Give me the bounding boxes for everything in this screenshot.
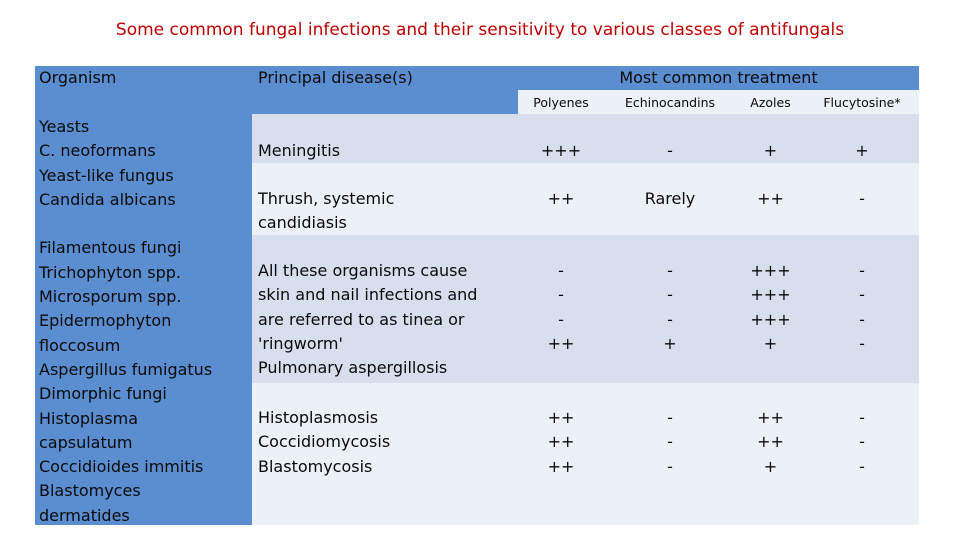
disease-row-1: Meningitis bbox=[258, 141, 341, 160]
value-row-2-polyenes: ++ bbox=[547, 189, 575, 208]
value-row-4-azoles: ++ ++ + bbox=[757, 408, 784, 476]
value-row-1-flucytosine: + bbox=[855, 141, 869, 160]
header-echinocandins: Echinocandins bbox=[624, 95, 716, 110]
header-disease-label: Principal disease(s) bbox=[258, 68, 413, 87]
value-row-3-echinocandins: - - - + bbox=[663, 261, 677, 353]
value-row-3-polyenes: - - - ++ bbox=[547, 261, 575, 353]
value-row-2-flucytosine: - bbox=[859, 189, 865, 208]
disease-row-2: Thrush, systemic candidiasis bbox=[258, 189, 395, 233]
value-row-1-azoles: + bbox=[763, 141, 778, 160]
organism-list: Yeasts C. neoformans Yeast-like fungus Candida albicans Filamentous fungi Trichophyton spp. Microsporum spp. Epidermophyton floccosum Aspergillus fumigatus Dimorphic fungi Histoplasma capsulatum Coccidioides immitis Blastomyces dermatides bbox=[39, 117, 213, 525]
value-row-1-echinocandins: - bbox=[667, 141, 673, 160]
value-row-2-echinocandins: Rarely bbox=[644, 189, 696, 208]
disease-row-4: Histoplasmosis Coccidiomycosis Blastomycosis bbox=[258, 408, 391, 476]
value-row-4-echinocandins: - - - bbox=[667, 408, 673, 476]
header-azoles: Azoles bbox=[750, 95, 791, 110]
header-treatment-label: Most common treatment bbox=[619, 68, 818, 87]
header-polyenes: Polyenes bbox=[533, 95, 589, 110]
header-strip bbox=[35, 90, 518, 114]
header-flucytosine: Flucytosine* bbox=[823, 95, 901, 110]
page-title: Some common fungal infections and their sensitivity to various classes of antifungals bbox=[115, 20, 845, 40]
value-row-1-polyenes: +++ bbox=[540, 141, 582, 160]
value-row-2-azoles: ++ bbox=[757, 189, 784, 208]
value-row-4-flucytosine: - - - bbox=[859, 408, 865, 476]
disease-row-3: All these organisms cause skin and nail infections and are referred to as tinea or 'ringworm' Pulmonary aspergillosis bbox=[258, 261, 478, 378]
value-row-3-flucytosine: - - - - bbox=[859, 261, 865, 353]
value-row-4-polyenes: ++ ++ ++ bbox=[547, 408, 575, 476]
header-organism-label: Organism bbox=[39, 68, 117, 87]
value-row-3-azoles: +++ +++ +++ + bbox=[750, 261, 791, 353]
